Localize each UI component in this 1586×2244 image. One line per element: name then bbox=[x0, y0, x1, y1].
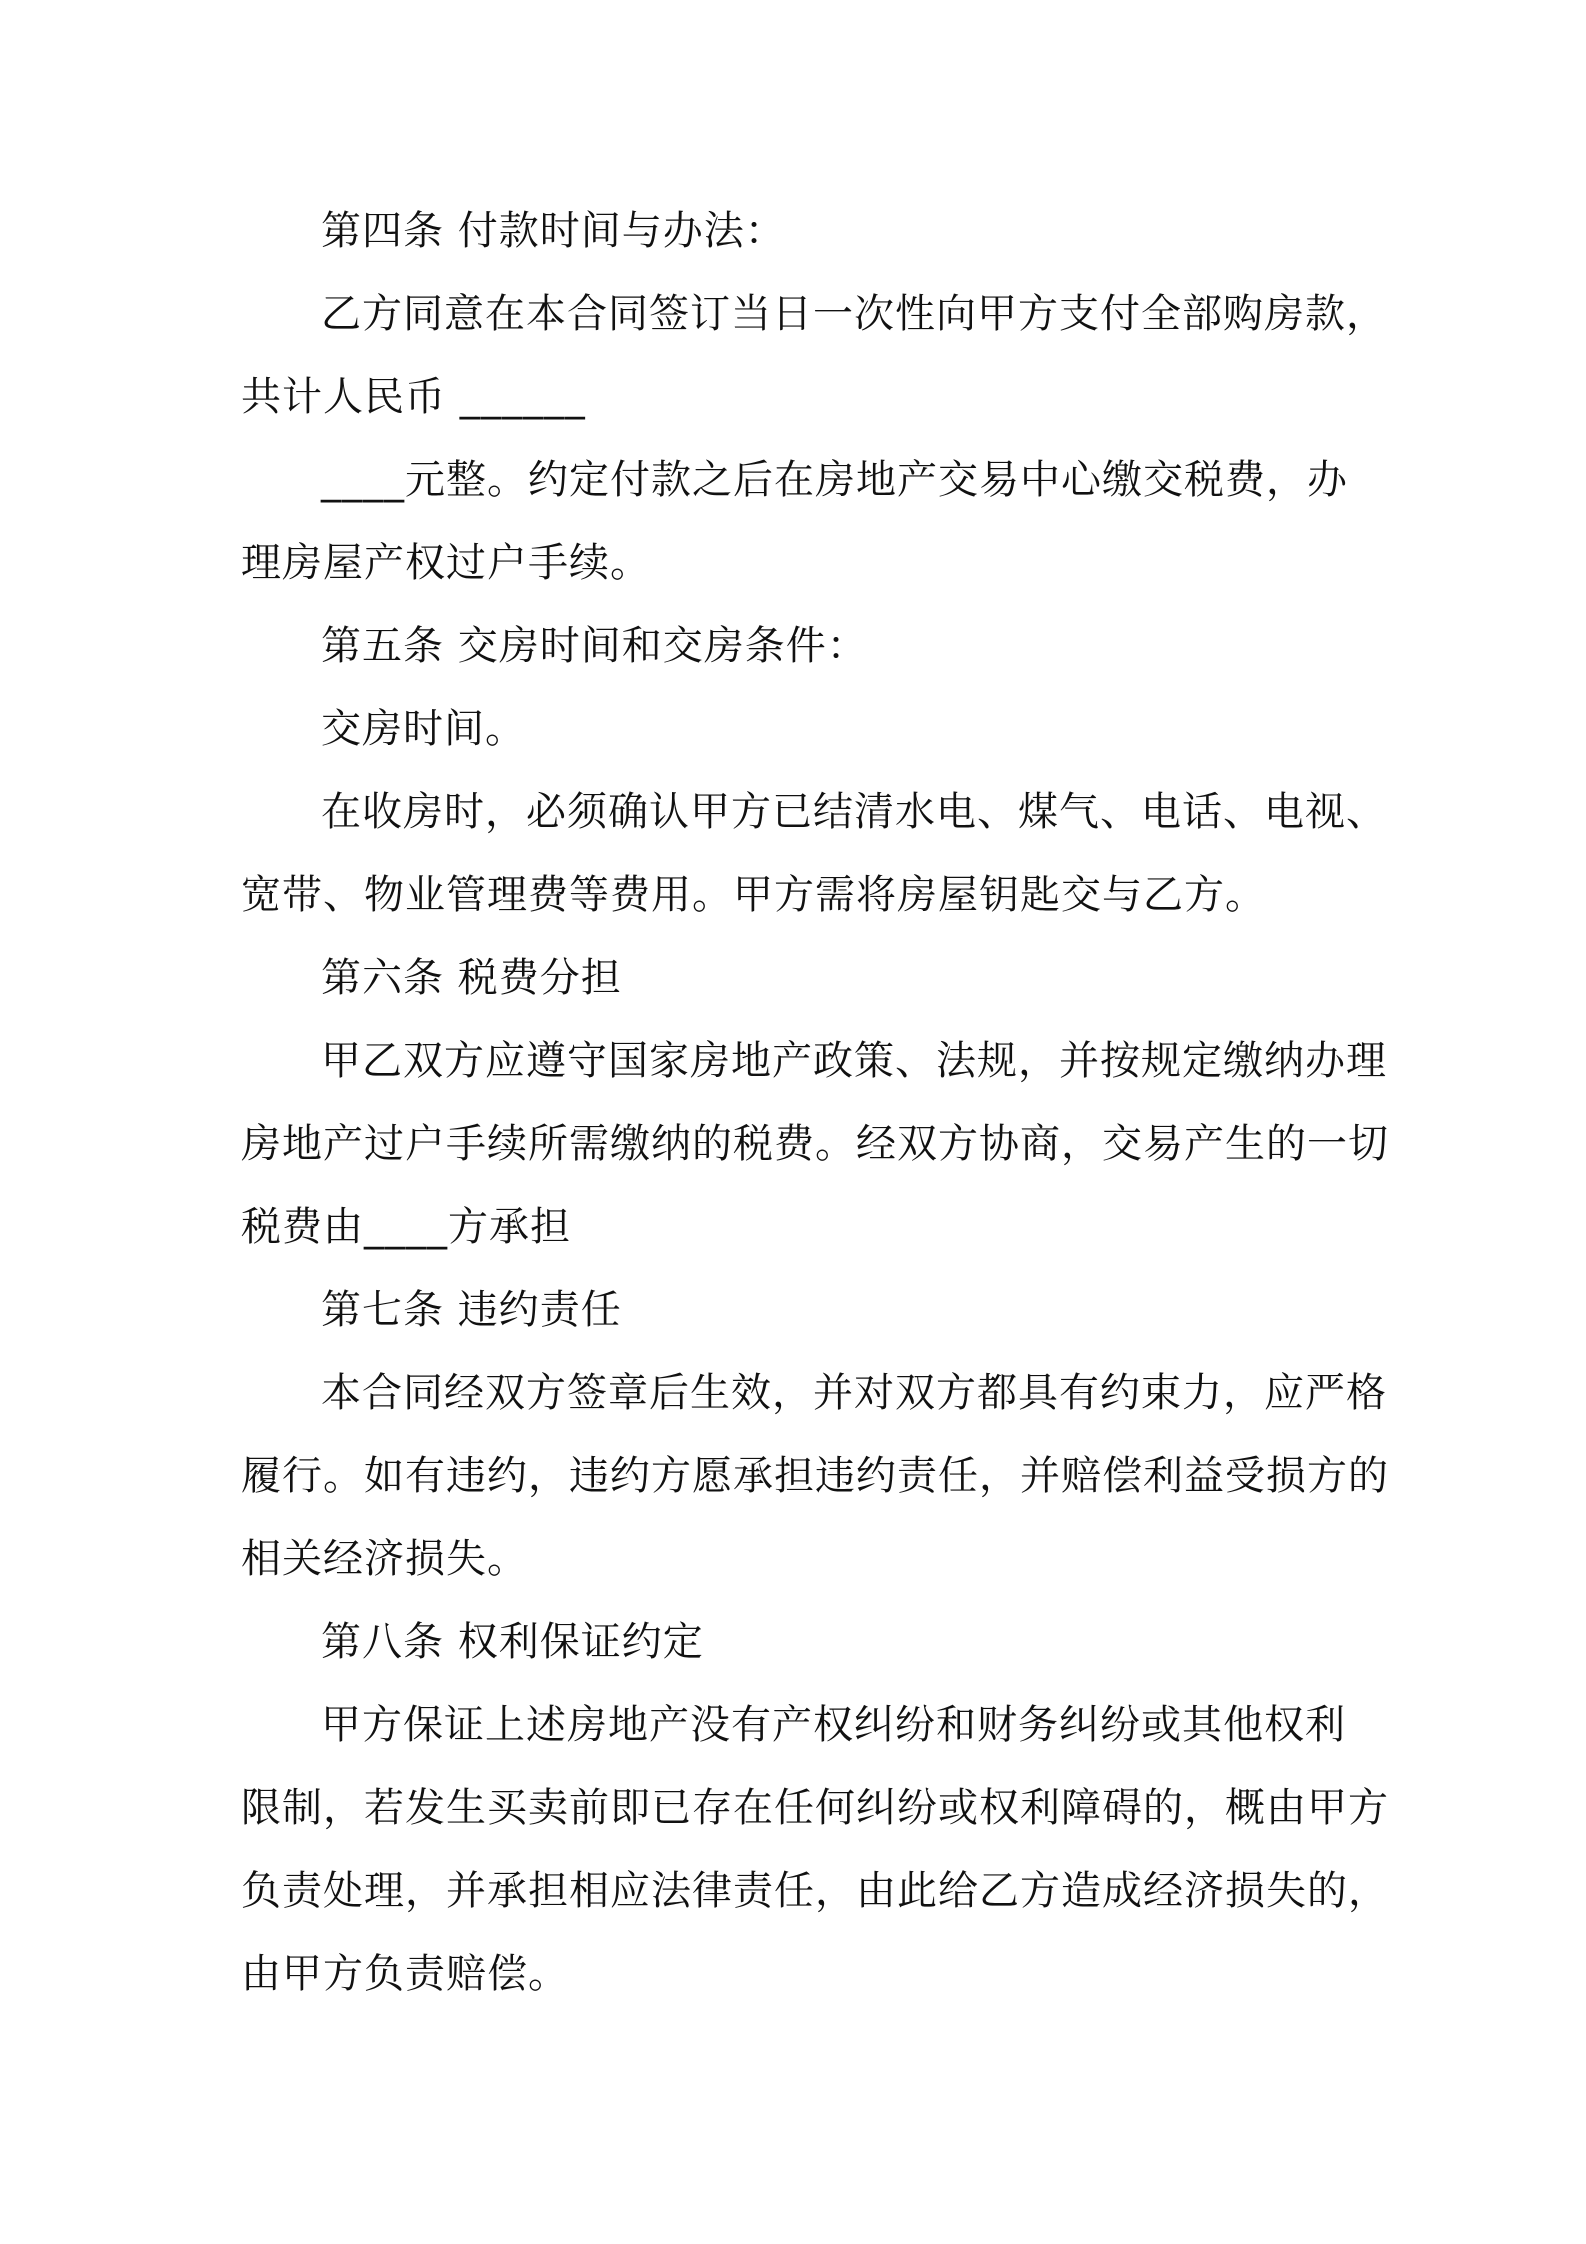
paragraph-line: 由甲方负责赔偿。 bbox=[241, 1951, 569, 1997]
paragraph-line: 限制，若发生买卖前即已存在任何纠纷或权利障碍的，概由甲方 bbox=[241, 1785, 1389, 1831]
paragraph-line: 负责处理，并承担相应法律责任，由此给乙方造成经济损失的， bbox=[241, 1868, 1389, 1914]
article-7-heading: 第七条 违约责任 bbox=[321, 1287, 622, 1333]
article-6-heading: 第六条 税费分担 bbox=[321, 955, 622, 1001]
paragraph-line: 在收房时，必须确认甲方已结清水电、煤气、电话、电视、 bbox=[321, 789, 1387, 835]
paragraph-line: 履行。如有违约，违约方愿承担违约责任，并赔偿利益受损方的 bbox=[241, 1453, 1389, 1499]
paragraph-line: 相关经济损失。 bbox=[241, 1536, 528, 1582]
paragraph-line: ____元整。约定付款之后在房地产交易中心缴交税费，办 bbox=[321, 457, 1348, 503]
paragraph-line: 本合同经双方签章后生效，并对双方都具有约束力，应严格 bbox=[321, 1370, 1387, 1416]
article-8-heading: 第八条 权利保证约定 bbox=[321, 1619, 704, 1665]
paragraph-line: 共计人民币 ______ bbox=[241, 374, 586, 420]
paragraph-line: 交房时间。 bbox=[321, 706, 526, 752]
paragraph-line: 税费由____方承担 bbox=[241, 1204, 571, 1250]
paragraph-line: 理房屋产权过户手续。 bbox=[241, 540, 651, 586]
paragraph-line: 乙方同意在本合同签订当日一次性向甲方支付全部购房款， bbox=[321, 291, 1387, 337]
paragraph-line: 甲乙双方应遵守国家房地产政策、法规，并按规定缴纳办理 bbox=[321, 1038, 1387, 1084]
paragraph-line: 甲方保证上述房地产没有产权纠纷和财务纠纷或其他权利 bbox=[321, 1702, 1346, 1748]
article-4-heading: 第四条 付款时间与办法： bbox=[321, 208, 786, 254]
paragraph-line: 房地产过户手续所需缴纳的税费。经双方协商，交易产生的一切 bbox=[241, 1121, 1389, 1167]
paragraph-line: 宽带、物业管理费等费用。甲方需将房屋钥匙交与乙方。 bbox=[241, 872, 1266, 918]
article-5-heading: 第五条 交房时间和交房条件： bbox=[321, 623, 868, 669]
document-body bbox=[241, 190, 1389, 2016]
